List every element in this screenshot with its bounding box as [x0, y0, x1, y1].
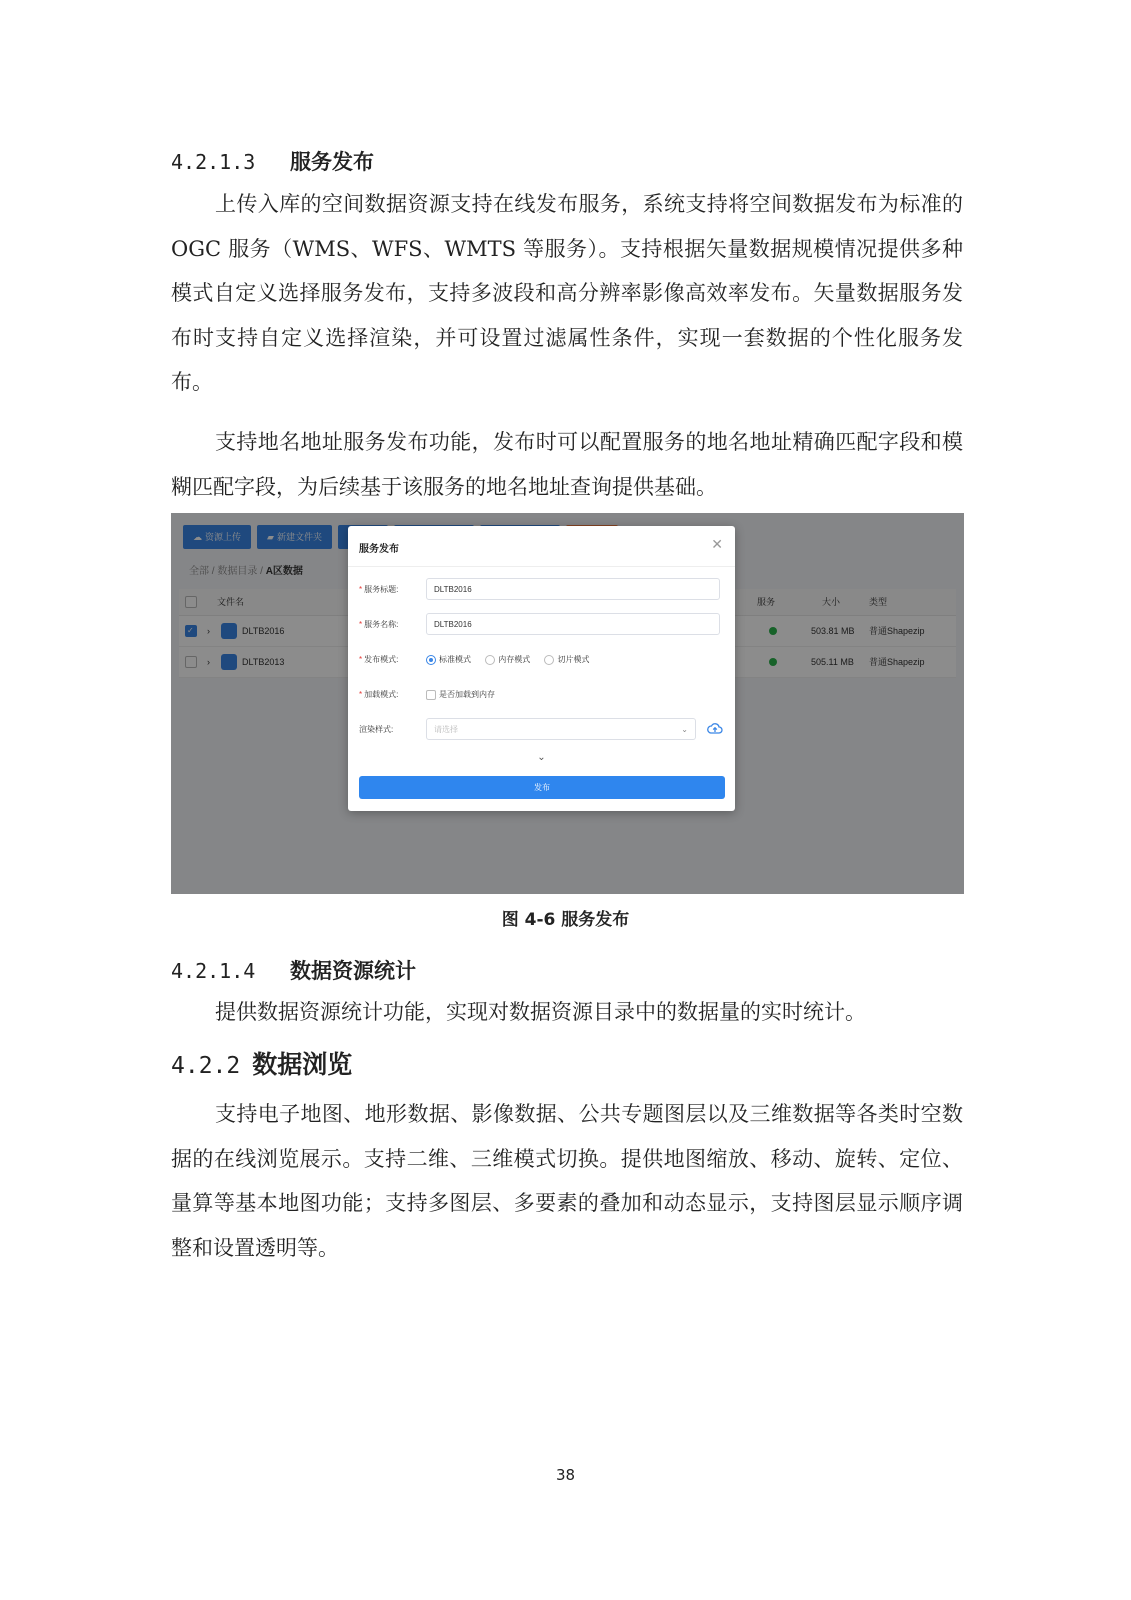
- file-size: 505.11 MB: [811, 657, 854, 667]
- file-size: 503.81 MB: [811, 626, 855, 636]
- radio-standard-mode[interactable]: 标准模式: [426, 648, 471, 672]
- form-row-service-title: [359, 578, 724, 602]
- expand-chevron-icon[interactable]: ⌄: [537, 752, 546, 763]
- section-number: 4.2.1.4: [171, 959, 256, 983]
- publish-mode-radio-group: [426, 648, 601, 672]
- service-title-input[interactable]: DLTB2016: [426, 578, 720, 600]
- breadcrumb: 全部 / 数据目录 / A区数据: [189, 566, 303, 577]
- paragraph: 提供数据资源统计功能，实现对数据资源目录中的数据量的实时统计。: [215, 1000, 866, 1024]
- form-row-service-name: [359, 613, 724, 637]
- field-label: * 服务标题:: [359, 585, 399, 594]
- breadcrumb-catalog[interactable]: 数据目录: [217, 566, 258, 577]
- field-label: * 加载模式:: [359, 690, 399, 699]
- section-number: 4.2.1.3: [171, 150, 256, 174]
- field-label: * 服务名称:: [359, 620, 399, 629]
- col-service: 服务: [757, 597, 776, 607]
- radio-tile-mode[interactable]: 切片模式: [544, 648, 589, 672]
- breadcrumb-current: A区数据: [265, 566, 303, 577]
- field-label: 渲染样式:: [359, 725, 394, 734]
- file-name: DLTB2016: [242, 626, 285, 636]
- publish-button[interactable]: 发布: [359, 776, 725, 799]
- dialog-title: 服务发布: [359, 544, 399, 555]
- section-heading-4-2-1-3: [171, 146, 374, 176]
- page-number: 38: [555, 1466, 576, 1484]
- file-name: DLTB2013: [242, 657, 285, 667]
- form-row-publish-mode: [359, 648, 724, 672]
- figure-caption: 图 4-6 服务发布: [501, 910, 630, 930]
- divider: [348, 566, 735, 567]
- file-type: 普通Shapezip: [869, 657, 925, 667]
- service-publish-dialog: [348, 526, 735, 811]
- section-title: 数据浏览: [252, 1050, 353, 1079]
- cloud-upload-icon[interactable]: [706, 720, 724, 738]
- radio-memory-mode[interactable]: 内存模式: [485, 648, 530, 672]
- service-name-input[interactable]: DLTB2016: [426, 613, 720, 635]
- render-style-select[interactable]: 请选择 ⌄: [426, 718, 696, 740]
- section-heading-4-2-2: [171, 1045, 352, 1081]
- new-folder-label: 新建文件夹: [276, 532, 322, 542]
- figure-service-publish-screenshot: [171, 513, 964, 894]
- paragraph: 上传入库的空间数据资源支持在线发布服务，系统支持将空间数据发布为标准的 OGC 服务（WMS、WFS、WMTS 等服务）。支持根据矢量数据规模情况提供多种模式自定义选择服务发布，支持多波段和高分辨率影像高效率发布。矢量数据服务发布时支持自定义选择渲染，并可设置过滤属性条件，实现一套数据的个性化服务发布。: [171, 192, 963, 394]
- chevron-down-icon: ⌄: [681, 725, 688, 734]
- section-heading-4-2-1-4: [171, 955, 416, 985]
- expand-arrow-icon[interactable]: ›: [207, 657, 210, 667]
- cloud-upload-icon: ☁: [193, 532, 202, 542]
- col-filename: 文件名: [217, 597, 245, 607]
- breadcrumb-all[interactable]: 全部: [189, 566, 209, 577]
- close-icon[interactable]: ✕: [711, 536, 723, 552]
- paragraph: 支持电子地图、地形数据、影像数据、公共专题图层以及三维数据等各类时空数据的在线浏览展示。支持二维、三维模式切换。提供地图缩放、移动、旋转、定位、量算等基本地图功能；支持多图层、多要素的叠加和动态显示，支持图层显示顺序调整和设置透明等。: [171, 1102, 963, 1260]
- load-to-memory-checkbox[interactable]: 是否加载到内存: [426, 683, 495, 707]
- field-label: * 发布模式:: [359, 655, 399, 664]
- file-type: 普通Shapezip: [869, 626, 925, 636]
- section-number: 4.2.2: [171, 1053, 241, 1079]
- folder-icon: ▰: [267, 532, 274, 542]
- paragraph: 支持地名地址服务发布功能，发布时可以配置服务的地名地址精确匹配字段和模糊匹配字段，为后续基于该服务的地名地址查询提供基础。: [171, 430, 963, 499]
- col-size: 大小: [822, 597, 841, 607]
- col-type: 类型: [869, 597, 888, 607]
- form-row-load-mode: [359, 683, 724, 707]
- form-row-render-style: [359, 718, 724, 742]
- expand-arrow-icon[interactable]: ›: [207, 626, 210, 636]
- section-title: 数据资源统计: [290, 958, 416, 983]
- section-title: 服务发布: [290, 149, 374, 174]
- upload-label: 资源上传: [205, 532, 242, 542]
